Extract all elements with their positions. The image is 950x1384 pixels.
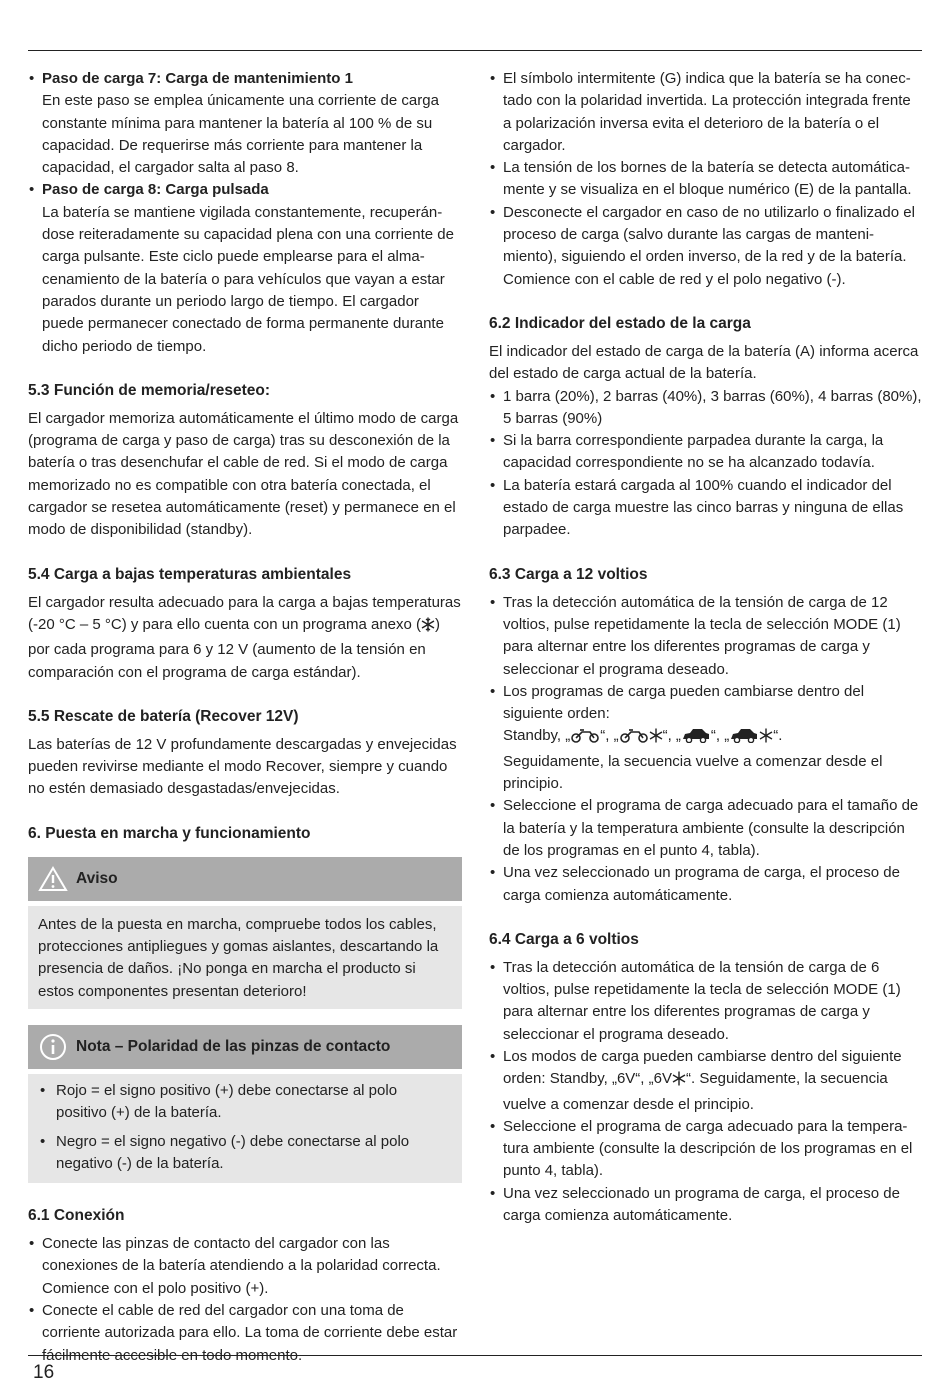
- motorcycle-icon: [570, 728, 600, 750]
- list-item: [28, 179, 462, 357]
- note-list: [38, 1080, 452, 1175]
- left-column: [28, 68, 462, 1367]
- list-item: • Una vez seleccionado un programa de carga, el proceso de carga comienza automáticamente.: [489, 1183, 923, 1228]
- section-5-5-title: 5.5 Rescate de batería (Recover 12V): [28, 707, 299, 725]
- program-order-sequence: Standby, „ “, „ “, „ “, „ “.: [503, 725, 923, 750]
- page-number: 16: [33, 1362, 55, 1383]
- snowflake-icon: [759, 728, 773, 750]
- section-5-3-text: El cargador memoriza automáticamente el último modo de carga (programa de carga y paso de carga) tras su desconexión de la batería o tras desenchufar el cable de red. Si el modo de carga memorizado no es compatible con otra batería conectada, el cargador se resetea automáticamente (reset) y permanece en el modo de disponibilidad (standby).: [28, 409, 459, 539]
- snowflake-icon: [672, 1071, 686, 1093]
- program-order-end: Seguidamente, la secuencia vuelve a comenzar desde el principio.: [503, 752, 883, 793]
- snowflake-icon: [421, 617, 435, 639]
- section-6-title: 6. Puesta en marcha y funcionamiento: [28, 824, 311, 842]
- list-item: • Tras la detección automática de la tensión de carga de 6 voltios, pulse repetidamente la tecla de selección MODE (1) para alternar entre los diferentes programas de carga y seleccionar el programa deseado.: [489, 957, 923, 1046]
- list-item: • Si la barra correspondiente parpadea durante la carga, la capacidad correspondiente no se ha alcanzado todavía.: [489, 430, 923, 475]
- section-6-3-title: 6.3 Carga a 12 voltios: [489, 565, 648, 583]
- section-5-4-text-b: ) por cada programa para 6 y 12 V (aumento de la tensión en comparación con el programa de carga estándar).: [28, 615, 441, 681]
- list-item: [28, 68, 462, 179]
- list-item: • El símbolo intermitente (G) indica que la batería se ha conectado con la polaridad invertida. La protección integrada frente a polarización inversa evita el deterioro de la batería o el cargador.: [489, 68, 923, 157]
- list-item: • Tras la detección automática de la tensión de carga de 12 voltios, pulse repetidamente la tecla de selección MODE (1) para alternar entre los diferentes programas de carga y seleccionar el programa deseado.: [489, 592, 923, 681]
- section-6-2-text: El indicador del estado de carga de la batería (A) informa acerca del estado de carga actual de la batería.: [489, 342, 919, 383]
- warning-box-body: [28, 906, 462, 1009]
- step7-title: • Paso de carga 7: Carga de mantenimiento 1: [42, 70, 353, 87]
- section-5-4-text: [28, 592, 462, 684]
- program-order-intro: • Los programas de carga pueden cambiarse dentro del siguiente orden:: [503, 682, 865, 723]
- note-box-body: [28, 1074, 462, 1183]
- top-rule: [28, 50, 922, 51]
- car-icon: [729, 728, 759, 750]
- info-circle-icon: [38, 1033, 68, 1061]
- section-6-4-title: 6.4 Carga a 6 voltios: [489, 930, 639, 948]
- section-6-4-list: [489, 957, 923, 1228]
- list-item: • Seleccione el programa de carga adecuado para la temperatura ambiente (consulte la descripción de los programas en el punto 4, tabla).: [489, 1116, 923, 1183]
- list-item: • Conecte el cable de red del cargador con una toma de corriente autorizada para ello. La toma de corriente debe estar fácilmente accesible en todo momento.: [28, 1300, 462, 1367]
- section-6-2-list: [489, 386, 923, 542]
- connection-notes-list: [489, 68, 923, 291]
- motorcycle-icon: [619, 728, 649, 750]
- list-item: [489, 1046, 923, 1116]
- section-5-4-text-a: El cargador resulta adecuado para la carga a bajas temperaturas (-20 °C – 5 °C) y para ello cuenta con un programa anexo (: [28, 593, 461, 633]
- list-item: • La tensión de los bornes de la batería se detecta automáticamente y se visualiza en el bloque numérico (E) de la pantalla.: [489, 157, 923, 202]
- note-title: Nota – Polaridad de las pinzas de contacto: [76, 1037, 391, 1055]
- list-item: • 1 barra (20%), 2 barras (40%), 3 barras (60%), 4 barras (80%), 5 barras (90%): [489, 386, 923, 431]
- section-6-1-title: 6.1 Conexión: [28, 1207, 125, 1225]
- warning-title: Aviso: [76, 869, 118, 887]
- list-item: • La batería estará cargada al 100% cuando el indicador del estado de carga muestre las cinco barras y ninguna de ellas parpadee.: [489, 475, 923, 542]
- section-6-2-title: 6.2 Indicador del estado de la carga: [489, 314, 751, 332]
- section-5-3-title: 5.3 Función de memoria/reseteo:: [28, 381, 271, 399]
- list-item: • Conecte las pinzas de contacto del cargador con las conexiones de la batería atendiendo a la polaridad correcta. Comience con el polo positivo (+).: [28, 1233, 462, 1300]
- note-box-header: [28, 1025, 462, 1069]
- section-5-5-text: Las baterías de 12 V profundamente descargadas y envejecidas pueden revivirse mediante el modo Recover, siempre y cuando no estén demasiado desgastadas/envejecidas.: [28, 735, 457, 798]
- list-item: • Seleccione el programa de carga adecuado para el tamaño de la batería y la temperatura ambiente (consulte la descripción de los programas en el punto 4, tabla).: [489, 795, 923, 862]
- right-column: [489, 68, 923, 1227]
- list-item: • Negro = el signo negativo (-) debe conectarse al polo negativo (-) de la batería.: [38, 1131, 452, 1176]
- list-item: • Desconecte el cargador en caso de no utilizarlo o finalizado el proceso de carga (salvo durante las cargas de mantenimiento), siguiendo el orden inverso, de la red y de la batería. Comience con el cable de red y el polo negativo (-).: [489, 202, 923, 291]
- car-icon: [681, 728, 711, 750]
- list-item: • Una vez seleccionado un programa de carga, el proceso de carga comienza automáticamente.: [489, 862, 923, 907]
- section-5-4-title: 5.4 Carga a bajas temperaturas ambientales: [28, 565, 352, 583]
- snowflake-icon: [649, 728, 663, 750]
- bottom-rule: [28, 1355, 922, 1356]
- charging-steps-list: [28, 68, 462, 358]
- section-6-3-list: [489, 592, 923, 907]
- mode-order-b: “. Seguidamente, la secuencia vuelve a comenzar desde el principio.: [503, 1070, 888, 1113]
- list-item: • Rojo = el signo positivo (+) debe conectarse al polo positivo (+) de la batería.: [38, 1080, 452, 1125]
- step8-text: La batería se mantiene vigilada constantemente, recuperándose reiteradamente su capacidad plena con una corriente de carga pulsante. Este ciclo puede emplearse para el almacenamiento de la batería o para vehículos que vayan a estar parados durante un periodo largo de tiempo. El cargador puede permanecer conectado de forma permanente durante dicho periodo de tiempo.: [42, 203, 454, 355]
- section-6-1-list: [28, 1233, 462, 1367]
- warning-triangle-icon: [38, 866, 68, 892]
- mode-order-a: Los modos de carga pueden cambiarse dentro del siguiente orden: Standby, „6V“, „6V: [503, 1047, 902, 1088]
- step8-title: • Paso de carga 8: Carga pulsada: [42, 181, 269, 199]
- warning-box-header: [28, 857, 462, 901]
- list-item: [489, 681, 923, 795]
- standby-label: Standby, „: [503, 727, 571, 745]
- warning-text: Antes de la puesta en marcha, compruebe todos los cables, protecciones antipliegues y gomas aislantes, descartando la presencia de daños. ¡No ponga en marcha el producto si estos componentes presentan deterioro!: [38, 915, 439, 1000]
- step7-text: En este paso se emplea únicamente una corriente de carga constante mínima para mantener la batería al 100 % de su capacidad. De requerirse más corriente para mantener la capacidad, el cargador salta al paso 8.: [42, 92, 439, 177]
